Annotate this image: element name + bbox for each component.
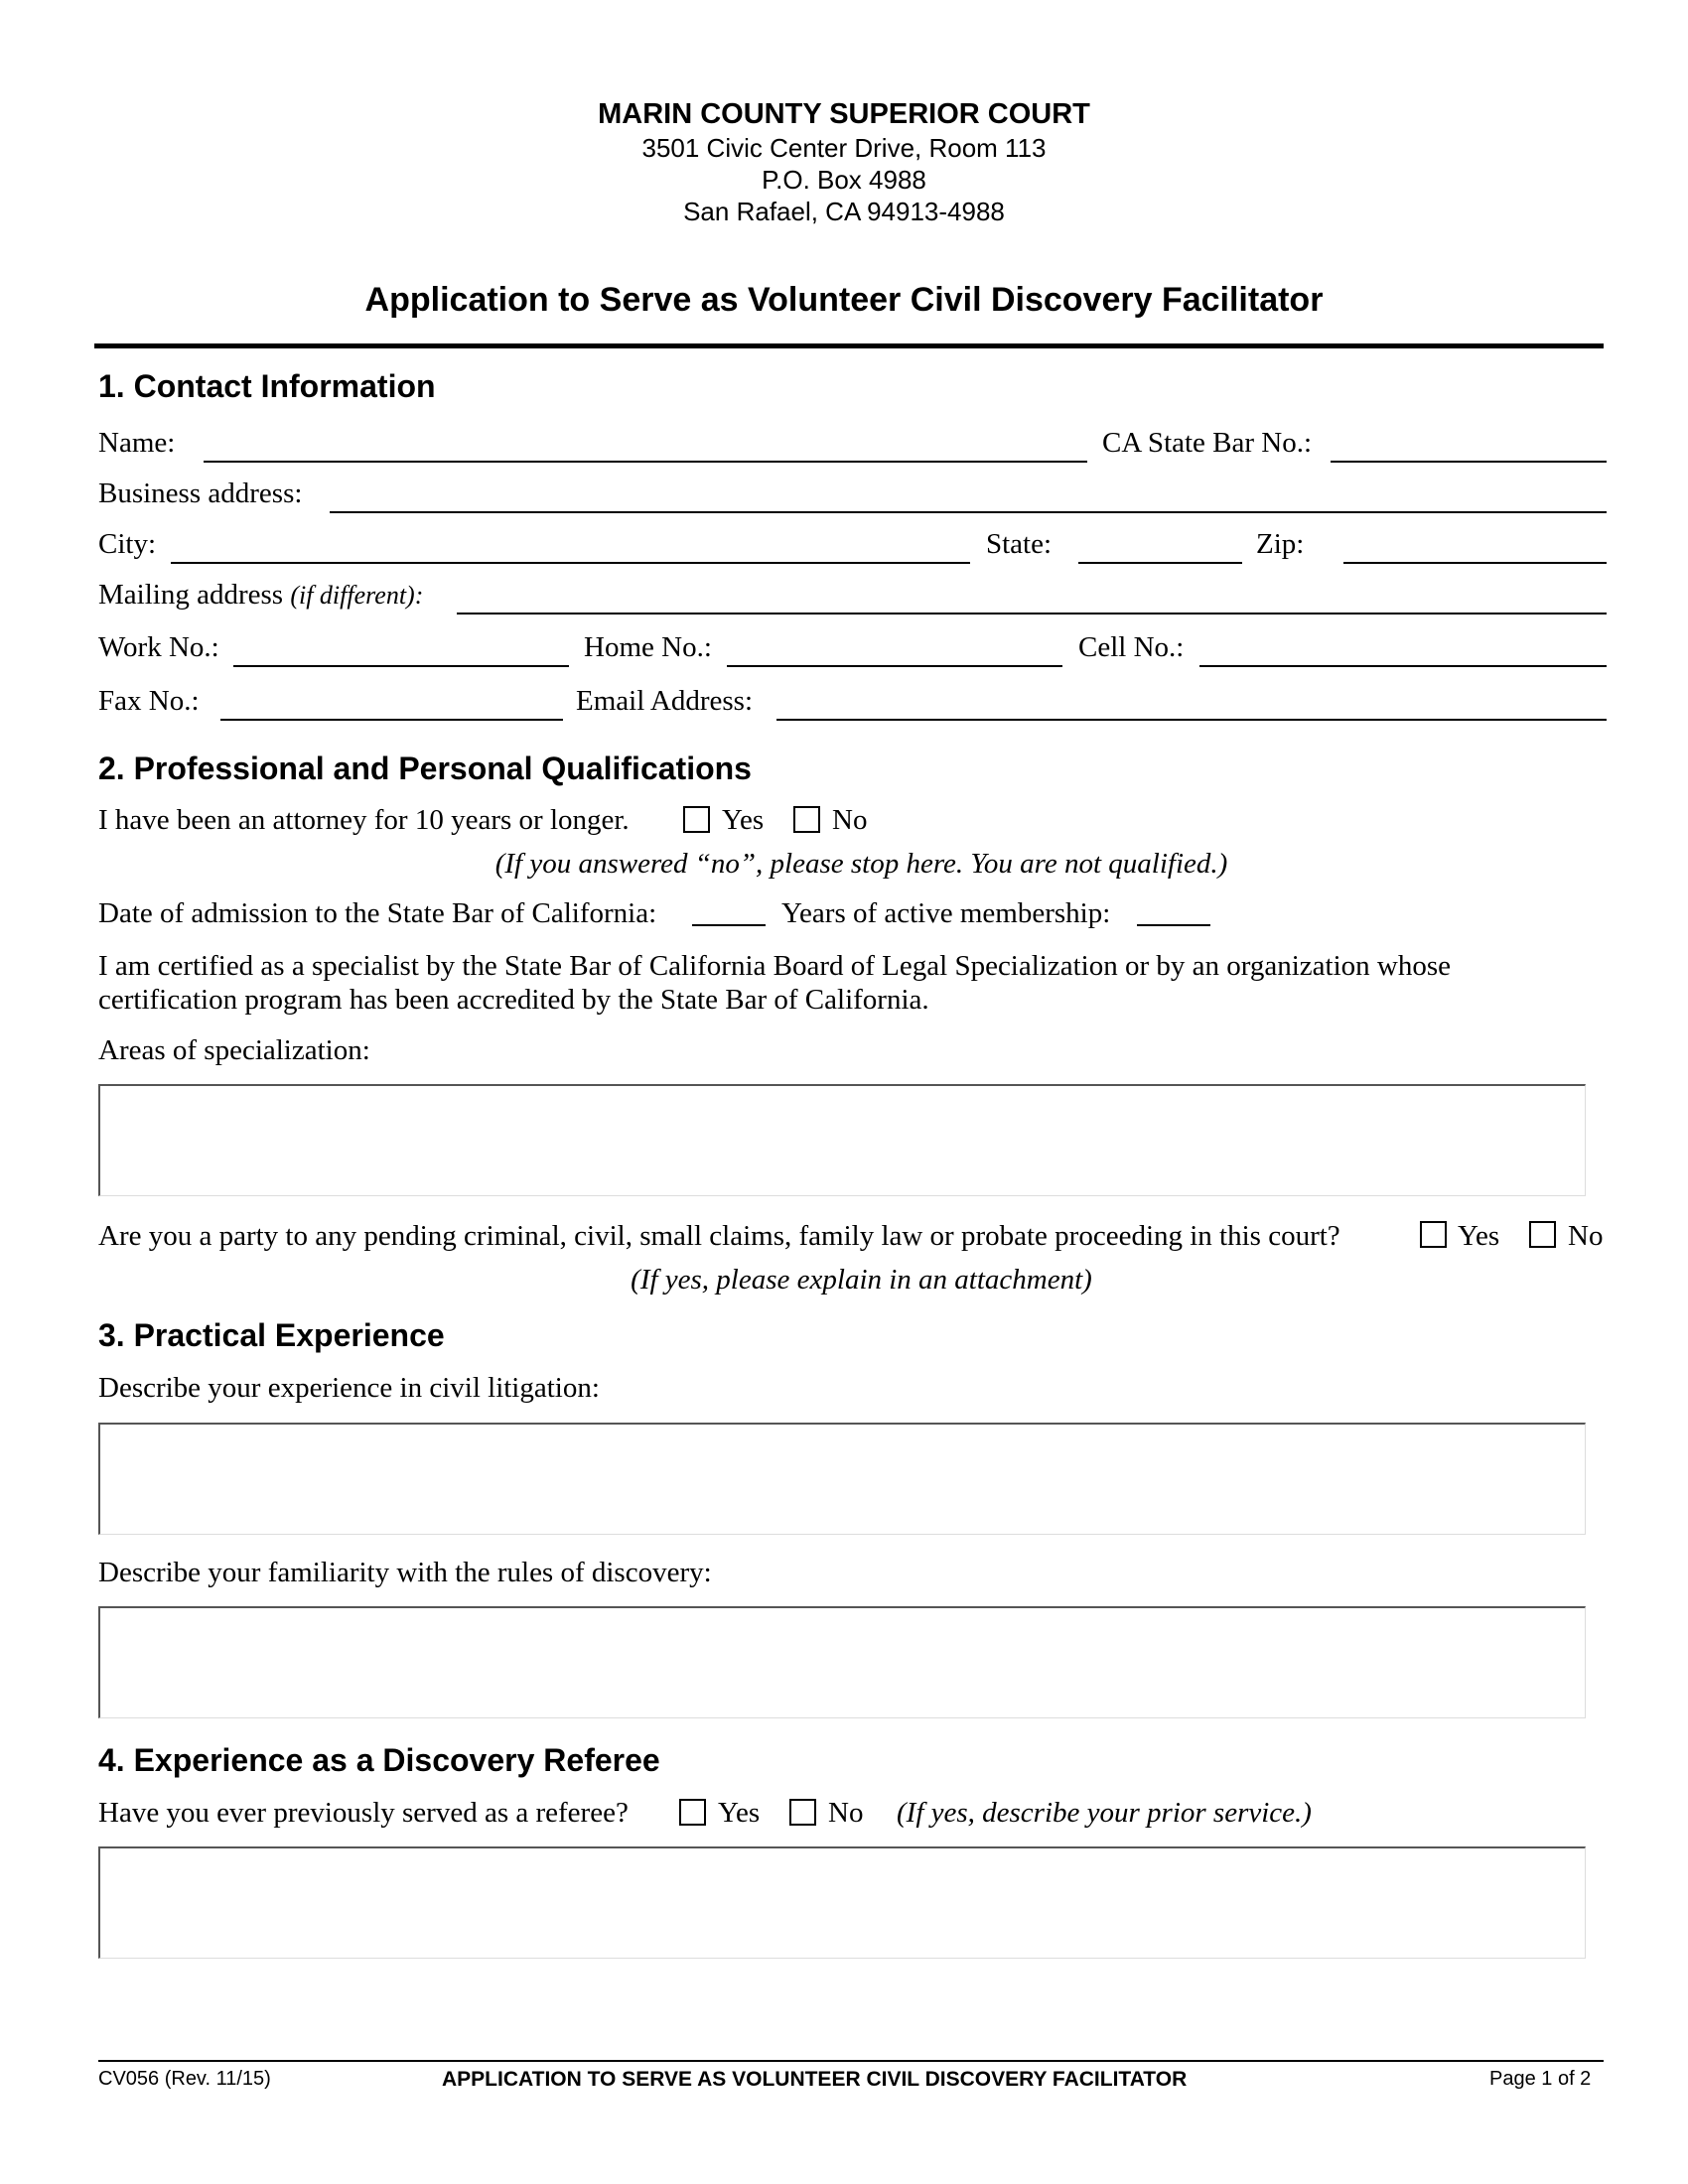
court-address-line3: San Rafael, CA 94913-4988 <box>683 197 1005 226</box>
page-number: Page 1 of 2 <box>1489 2068 1592 2090</box>
bar-number-field[interactable] <box>1331 461 1607 463</box>
pending-yes-label: Yes <box>1458 1220 1500 1252</box>
header-divider <box>94 343 1604 348</box>
referee-note: (If yes, describe your prior service.) <box>897 1797 1312 1829</box>
rules-discovery-label: Describe your familiarity with the rules of discovery: <box>98 1557 712 1588</box>
city-label: City: <box>98 528 157 560</box>
years-active-field[interactable] <box>1137 924 1210 926</box>
fax-number-field[interactable] <box>220 719 563 721</box>
business-address-field[interactable] <box>330 511 1607 513</box>
attorney-yes-label: Yes <box>722 804 765 836</box>
areas-specialization-label: Areas of specialization: <box>98 1034 370 1066</box>
referee-yes-label: Yes <box>718 1797 761 1829</box>
home-number-field[interactable] <box>727 665 1062 667</box>
attorney-question: I have been an attorney for 10 years or longer. <box>98 804 630 836</box>
section-3-heading: 3. Practical Experience <box>98 1317 445 1353</box>
admission-date-label: Date of admission to the State Bar of California: <box>98 897 657 929</box>
areas-specialization-textbox[interactable] <box>98 1084 1586 1196</box>
work-number-label: Work No.: <box>98 631 219 663</box>
admission-date-field[interactable] <box>692 924 766 926</box>
section-2-heading: 2. Professional and Personal Qualifications <box>98 751 752 786</box>
mailing-address-note: (if different): <box>290 581 424 610</box>
pending-note: (If yes, please explain in an attachment) <box>631 1264 1092 1296</box>
state-label: State: <box>986 528 1053 560</box>
rules-discovery-textbox[interactable] <box>98 1606 1586 1718</box>
business-address-label: Business address: <box>98 478 303 509</box>
referee-service-textbox[interactable] <box>98 1846 1586 1959</box>
cell-number-label: Cell No.: <box>1078 631 1185 663</box>
name-label: Name: <box>98 427 176 459</box>
bar-number-label: CA State Bar No.: <box>1102 427 1313 459</box>
city-field[interactable] <box>171 562 970 564</box>
email-field[interactable] <box>776 719 1607 721</box>
certified-statement-line1: I am certified as a specialist by the State Bar of California Board of Legal Specialization or by an organization whose <box>98 950 1452 982</box>
not-qualified-note: (If you answered “no”, please stop here. You are not qualified.) <box>494 848 1228 880</box>
mailing-address-field[interactable] <box>457 613 1607 614</box>
court-address-line2: P.O. Box 4988 <box>762 165 926 195</box>
civil-litigation-textbox[interactable] <box>98 1423 1586 1535</box>
attorney-no-checkbox[interactable] <box>793 806 820 833</box>
civil-litigation-label: Describe your experience in civil litigation: <box>98 1372 600 1404</box>
referee-no-checkbox[interactable] <box>789 1799 816 1826</box>
footer-title: APPLICATION TO SERVE AS VOLUNTEER CIVIL DISCOVERY FACILITATOR <box>442 2068 1188 2091</box>
zip-field[interactable] <box>1343 562 1607 564</box>
years-active-label: Years of active membership: <box>781 897 1111 929</box>
section-1-heading: 1. Contact Information <box>98 368 436 404</box>
form-number: CV056 (Rev. 11/15) <box>98 2068 271 2090</box>
pending-no-checkbox[interactable] <box>1529 1221 1556 1248</box>
mailing-address-label: Mailing address (if different): <box>98 579 424 611</box>
cell-number-field[interactable] <box>1199 665 1607 667</box>
form-title: Application to Serve as Volunteer Civil Discovery Facilitator <box>364 281 1324 319</box>
court-name: MARIN COUNTY SUPERIOR COURT <box>598 98 1090 130</box>
pending-yes-checkbox[interactable] <box>1420 1221 1447 1248</box>
pending-no-label: No <box>1568 1220 1604 1252</box>
email-label: Email Address: <box>576 685 754 717</box>
zip-label: Zip: <box>1256 528 1305 560</box>
section-4-heading: 4. Experience as a Discovery Referee <box>98 1742 660 1778</box>
name-field[interactable] <box>204 461 1087 463</box>
court-address-line1: 3501 Civic Center Drive, Room 113 <box>641 133 1047 163</box>
attorney-no-label: No <box>832 804 868 836</box>
pending-proceeding-question: Are you a party to any pending criminal, civil, small claims, family law or probate proceeding in this court? <box>98 1220 1340 1252</box>
work-number-field[interactable] <box>233 665 569 667</box>
state-field[interactable] <box>1078 562 1242 564</box>
referee-yes-checkbox[interactable] <box>679 1799 706 1826</box>
referee-question: Have you ever previously served as a referee? <box>98 1797 629 1829</box>
footer-divider <box>98 2060 1604 2062</box>
fax-number-label: Fax No.: <box>98 685 200 717</box>
certified-statement-line2: certification program has been accredited by the State Bar of California. <box>98 984 929 1016</box>
referee-no-label: No <box>828 1797 864 1829</box>
home-number-label: Home No.: <box>584 631 712 663</box>
attorney-yes-checkbox[interactable] <box>683 806 710 833</box>
